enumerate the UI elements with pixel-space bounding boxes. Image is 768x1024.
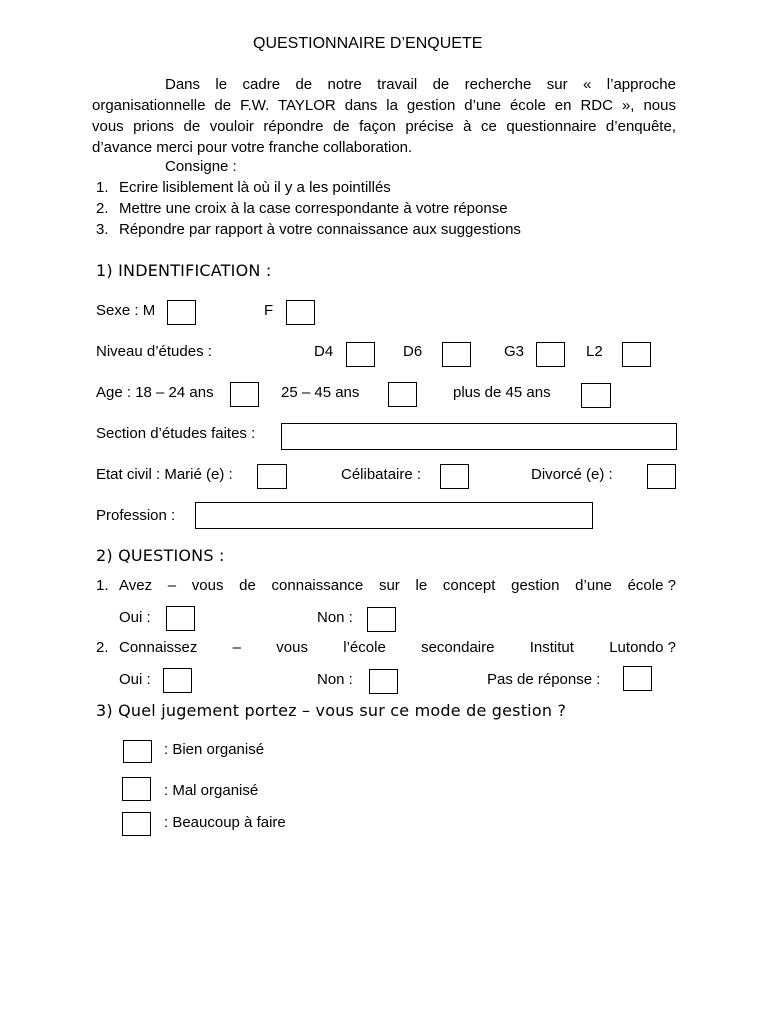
intro-line-3: vous prions de vouloir répondre de façon précise à ce questionnaire d’enquête, xyxy=(92,118,676,135)
niveau-l2-label: L2 xyxy=(586,343,603,360)
etat-marie-checkbox[interactable] xyxy=(257,464,287,489)
page-title: QUESTIONNAIRE D’ENQUETE xyxy=(253,35,483,52)
jugement-beaucoup-checkbox[interactable] xyxy=(122,812,151,836)
q1-word: – xyxy=(167,577,177,594)
sexe-m-checkbox[interactable] xyxy=(167,300,196,325)
q2-num: 2. xyxy=(96,639,109,656)
q1-oui-checkbox[interactable] xyxy=(166,606,195,631)
jugement-mal-checkbox[interactable] xyxy=(122,777,151,801)
intro-line-1: Dans le cadre de notre travail de recherche sur « l’approche xyxy=(165,76,676,93)
intro-line-4: d’avance merci pour votre franche collaboration. xyxy=(92,139,413,156)
q2-non-checkbox[interactable] xyxy=(369,669,398,694)
etat-divorce-checkbox[interactable] xyxy=(647,464,676,489)
consigne-text-3: Répondre par rapport à votre connaissance aux suggestions xyxy=(119,221,521,238)
consigne-num-2: 2. xyxy=(96,200,109,217)
q2-word: secondaire xyxy=(421,639,495,656)
sexe-f-checkbox[interactable] xyxy=(286,300,315,325)
niveau-d6-label: D6 xyxy=(403,343,423,360)
q1-word: le xyxy=(415,577,428,594)
age-18-24-checkbox[interactable] xyxy=(230,382,259,407)
q2-pas-de-reponse-checkbox[interactable] xyxy=(623,666,652,691)
age-25-45-checkbox[interactable] xyxy=(388,382,417,407)
q2-non-label: Non : xyxy=(317,671,353,688)
jugement-bien-label: : Bien organisé xyxy=(164,741,265,758)
age-label: Age : 18 – 24 ans xyxy=(96,384,214,401)
q2-oui-label: Oui : xyxy=(119,671,151,688)
q2-word: Connaissez xyxy=(119,639,198,656)
q2-oui-checkbox[interactable] xyxy=(163,668,192,693)
sexe-f-label: F xyxy=(264,302,274,319)
intro-line-2: organisationnelle de F.W. TAYLOR dans la gestion d’une école en RDC », nous xyxy=(92,97,676,114)
jugement-beaucoup-label: : Beaucoup à faire xyxy=(164,814,286,831)
niveau-l2-checkbox[interactable] xyxy=(622,342,651,367)
niveau-d4-label: D4 xyxy=(314,343,334,360)
etat-divorce-label: Divorcé (e) : xyxy=(531,466,613,483)
q1-word: connaissance xyxy=(271,577,364,594)
etat-celibataire-checkbox[interactable] xyxy=(440,464,469,489)
q1-non-label: Non : xyxy=(317,609,353,626)
niveau-d6-checkbox[interactable] xyxy=(442,342,471,367)
intro-paragraph xyxy=(92,74,676,158)
profession-field[interactable] xyxy=(195,502,593,529)
q2-word: l’école xyxy=(343,639,386,656)
consigne-num-3: 3. xyxy=(96,221,109,238)
section-etudes-field[interactable] xyxy=(281,423,677,450)
consigne-text-1: Ecrire lisiblement là où il y a les pointillés xyxy=(119,179,391,196)
q2-word: vous xyxy=(276,639,308,656)
age-45-plus-checkbox[interactable] xyxy=(581,383,611,408)
q2-text xyxy=(119,639,676,657)
q2-pas-de-reponse-label: Pas de réponse : xyxy=(487,671,601,688)
niveau-g3-label: G3 xyxy=(504,343,525,360)
niveau-g3-checkbox[interactable] xyxy=(536,342,565,367)
consigne-label: Consigne : xyxy=(165,158,237,175)
q2-word: Lutondo ? xyxy=(609,639,676,656)
q1-num: 1. xyxy=(96,577,109,594)
q1-word: gestion xyxy=(511,577,560,594)
q1-word: concept xyxy=(442,577,496,594)
q1-word: vous xyxy=(191,577,224,594)
niveau-d4-checkbox[interactable] xyxy=(346,342,375,367)
sexe-label: Sexe : M xyxy=(96,302,156,319)
q1-word: Avez xyxy=(119,577,153,594)
section-jugement-heading: 3) Quel jugement portez – vous sur ce mode de gestion ? xyxy=(96,701,567,720)
q2-word: – xyxy=(232,639,242,656)
q1-word: d’une xyxy=(575,577,612,594)
q1-word: de xyxy=(239,577,256,594)
consigne-text-2: Mettre une croix à la case correspondante à votre réponse xyxy=(119,200,508,217)
etat-celibataire-label: Célibataire : xyxy=(341,466,422,483)
age-25-45-label: 25 – 45 ans xyxy=(281,384,360,401)
etat-civil-label: Etat civil : Marié (e) : xyxy=(96,466,233,483)
profession-label: Profession : xyxy=(96,507,176,524)
section-identification-heading: 1) INDENTIFICATION : xyxy=(96,261,272,280)
q1-word: sur xyxy=(378,577,400,594)
q1-word: école ? xyxy=(627,577,676,594)
section-questions-heading: 2) QUESTIONS : xyxy=(96,546,225,565)
section-etudes-label: Section d’études faites : xyxy=(96,425,256,442)
niveau-label: Niveau d’études : xyxy=(96,343,212,360)
consigne-num-1: 1. xyxy=(96,179,109,196)
jugement-mal-label: : Mal organisé xyxy=(164,782,259,799)
age-45-plus-label: plus de 45 ans xyxy=(453,384,551,401)
q1-text xyxy=(119,577,676,595)
jugement-bien-checkbox[interactable] xyxy=(123,740,152,763)
q2-word: Institut xyxy=(529,639,574,656)
q1-oui-label: Oui : xyxy=(119,609,151,626)
q1-non-checkbox[interactable] xyxy=(367,607,396,632)
